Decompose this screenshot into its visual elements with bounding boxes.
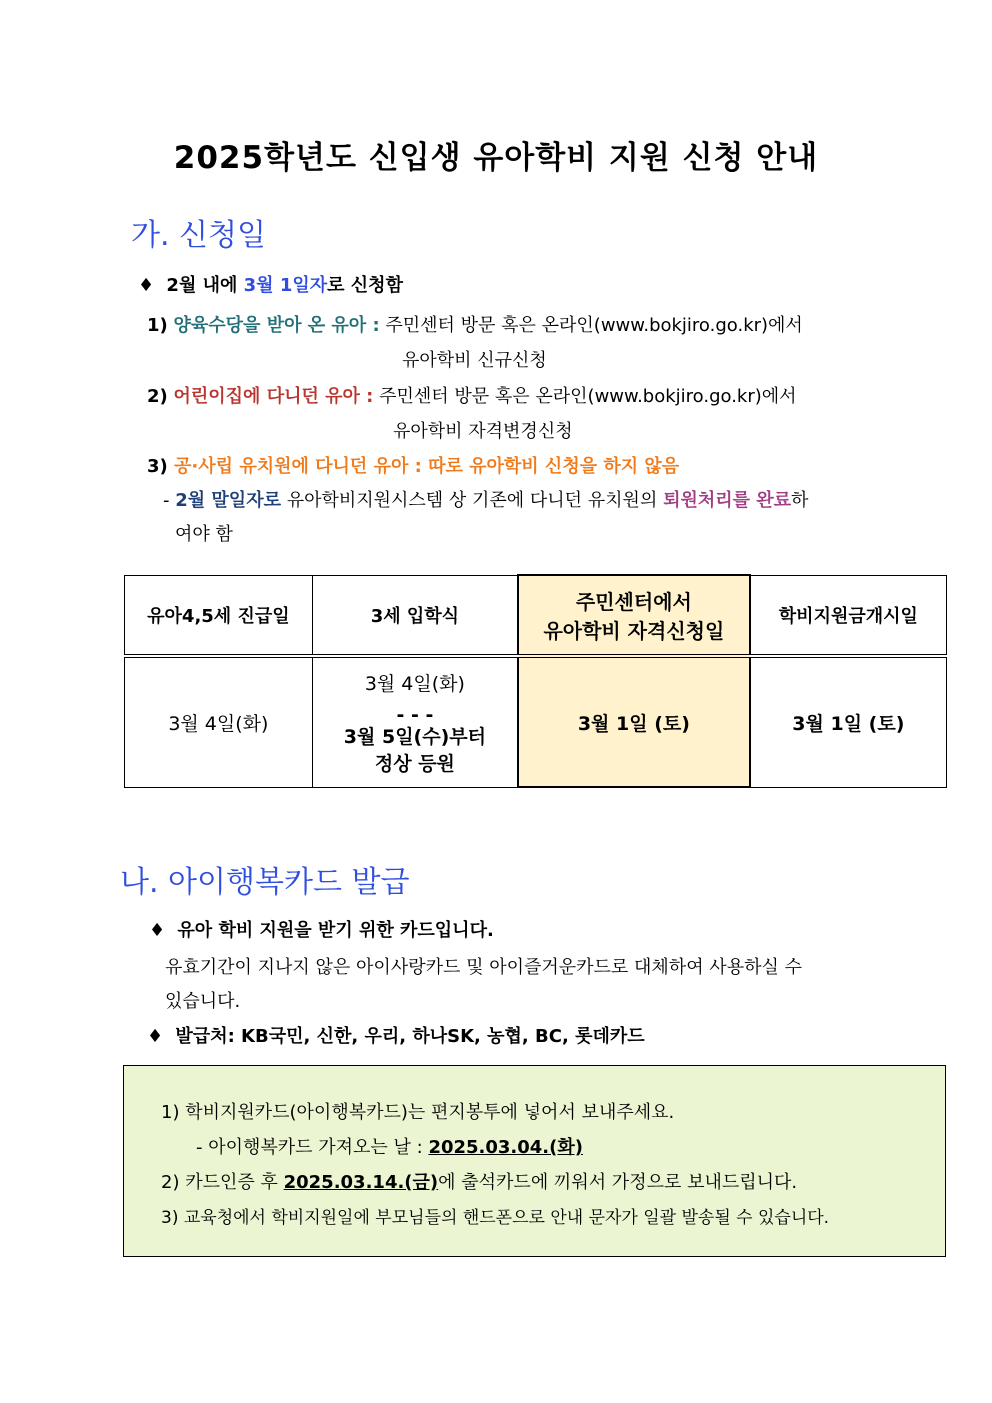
- section-a-heading: 가. 신청일: [131, 218, 266, 253]
- sub-emphasis: 퇴원처리를 완료: [663, 490, 792, 511]
- section-b-para-1: 유효기간이 지나지 않은 아이사랑카드 및 아이즐거운카드로 대체하여 사용하실 수: [165, 957, 802, 978]
- sub-text: 유아학비지원시스템 상 기존에 다니던 유치원의: [280, 490, 664, 511]
- section-b-heading: 나. 아이행복카드 발급: [120, 865, 410, 900]
- page-title: 2025학년도 신입생 유아학비 지원 신청 안내: [173, 140, 819, 176]
- notice-line-4: 3) 교육청에서 학비지원일에 부모님들의 핸드폰으로 안내 문자가 일괄 발송될 수 있습니다.: [161, 1208, 830, 1228]
- bullet-text: 유아 학비 지원을 받기 위한 카드입니다.: [177, 920, 494, 941]
- card-notice-box: [123, 1065, 946, 1257]
- bullet-text-2: 로 신청함: [327, 275, 403, 296]
- notice-line-3-suffix: 에 출석카드에 끼워서 가정으로 보내드립니다.: [438, 1172, 798, 1193]
- item-label: 공·사립 유치원에 다니던 유아 : 따로 유아학비 신청을 하지 않음: [174, 456, 680, 477]
- section-b-bullet-2: [147, 1022, 645, 1048]
- header-cell: 학비지원금개시일: [750, 575, 947, 656]
- dash: -: [163, 490, 170, 511]
- item-number: 2): [147, 386, 168, 407]
- schedule-table: [124, 574, 947, 788]
- section-b-para-2: 있습니다.: [165, 991, 241, 1012]
- section-a-item-3: [147, 452, 679, 478]
- notice-line-1: 1) 학비지원카드(아이행복카드)는 편지봉투에 넣어서 보내주세요.: [161, 1102, 675, 1123]
- bullet-date: 3월 1일자: [243, 275, 328, 296]
- bullet-text: 발급처: KB국민, 신한, 우리, 하나SK, 농협, BC, 롯데카드: [175, 1026, 645, 1047]
- entrance-ceremony-cell: [312, 656, 518, 787]
- application-date-cell: 3월 1일 (토): [518, 656, 750, 787]
- notice-line-2: [196, 1133, 583, 1159]
- section-a-bullet: [138, 271, 403, 297]
- regular-attendance: 정상 등원: [374, 752, 455, 775]
- diamond-bullet-icon: ♦: [138, 275, 155, 296]
- card-send-date: 2025.03.14.(금): [283, 1172, 439, 1193]
- bullet-text-1: 2월 내에: [166, 275, 244, 296]
- support-start-cell: 3월 1일 (토): [750, 656, 947, 787]
- section-a-item-2-cont: 유아학비 자격변경신청: [393, 421, 573, 442]
- diamond-bullet-icon: ♦: [149, 920, 166, 941]
- regular-start: 3월 5일(수)부터: [343, 725, 486, 748]
- header-cell: 3세 입학식: [312, 575, 518, 656]
- separator-dashes: - - -: [396, 703, 434, 726]
- item-number: 1): [147, 315, 168, 336]
- header-cell: 유아4,5세 진급일: [125, 575, 313, 656]
- header-cell-highlight: 주민센터에서 유아학비 자격신청일: [518, 575, 750, 656]
- section-a-sub-cont: 여야 함: [175, 524, 233, 545]
- notice-line-2-prefix: - 아이행복카드 가져오는 날 :: [196, 1137, 429, 1158]
- sub-tail: 하: [791, 490, 809, 511]
- sub-date: 2월 말일자로: [175, 490, 281, 511]
- section-a-item-1-cont: 유아학비 신규신청: [402, 350, 547, 371]
- table-header-row: [125, 575, 947, 656]
- item-text: 주민센터 방문 혹은 온라인(www.bokjiro.go.kr)에서: [373, 386, 797, 407]
- card-return-date: 2025.03.04.(화): [428, 1137, 583, 1158]
- item-number: 3): [147, 456, 168, 477]
- notice-line-3: [161, 1168, 797, 1194]
- item-label: 양육수당을 받아 온 유아 :: [173, 315, 380, 336]
- notice-line-3-prefix: 2) 카드인증 후: [161, 1172, 284, 1193]
- item-text: 주민센터 방문 혹은 온라인(www.bokjiro.go.kr)에서: [379, 315, 803, 336]
- table-row: [125, 656, 947, 787]
- section-a-sub-note: [163, 486, 808, 512]
- entrance-date: 3월 4일(화): [364, 672, 465, 695]
- section-a-item-2: [147, 382, 797, 408]
- section-b-bullet-1: [149, 916, 494, 942]
- diamond-bullet-icon: ♦: [147, 1026, 164, 1047]
- item-label: 어린이집에 다니던 유아 :: [173, 386, 374, 407]
- promotion-date-cell: 3월 4일(화): [125, 656, 313, 787]
- section-a-item-1: [147, 311, 803, 337]
